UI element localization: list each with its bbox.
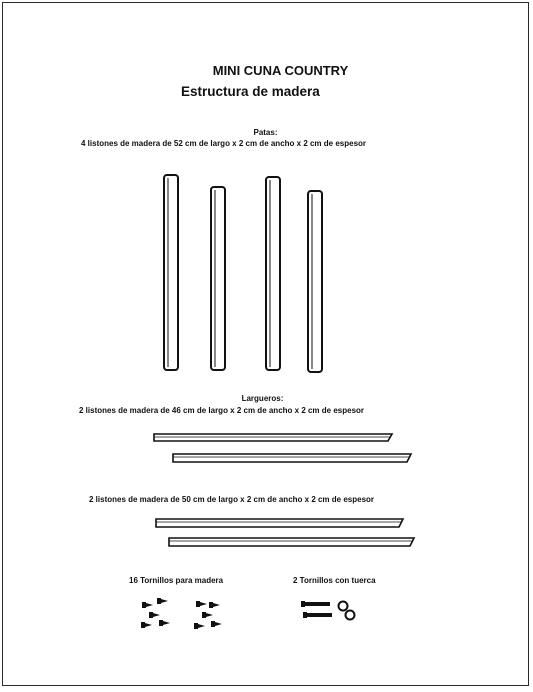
parts-illustration [3, 3, 530, 687]
largueros-description: 2 listones de madera de 46 cm de largo x 2 cm de ancho x 2 cm de espesor [79, 406, 365, 415]
wood-screws-label: 16 Tornillos para madera [129, 576, 224, 585]
wood-screws-icon [141, 598, 222, 629]
patas-heading: Patas: [253, 128, 278, 137]
larguero-slat-1 [154, 434, 392, 441]
cross-piece-slat-2 [169, 538, 414, 546]
pata-slat-1 [164, 175, 178, 370]
cross-piece-slat-1 [156, 519, 403, 527]
largueros-slats [154, 434, 411, 462]
cross-piece-slats [156, 519, 414, 546]
pata-slat-2 [211, 187, 225, 370]
largueros-heading: Largueros: [241, 394, 284, 403]
patas-description: 4 listones de madera de 52 cm de largo x 2 cm de ancho x 2 cm de espesor [81, 139, 367, 148]
page-title: MINI CUNA COUNTRY [212, 63, 349, 78]
bolts-icon [301, 601, 355, 620]
larguero-slat-2 [173, 454, 411, 462]
instruction-sheet [2, 2, 529, 686]
bolts-label: 2 Tornillos con tuerca [293, 576, 376, 585]
page-subtitle: Estructura de madera [181, 84, 320, 99]
pata-slat-3 [266, 177, 280, 370]
cross-pieces-description: 2 listones de madera de 50 cm de largo x 2 cm de ancho x 2 cm de espesor [89, 495, 375, 504]
pata-slat-4 [308, 191, 322, 372]
patas-slats [164, 175, 322, 372]
